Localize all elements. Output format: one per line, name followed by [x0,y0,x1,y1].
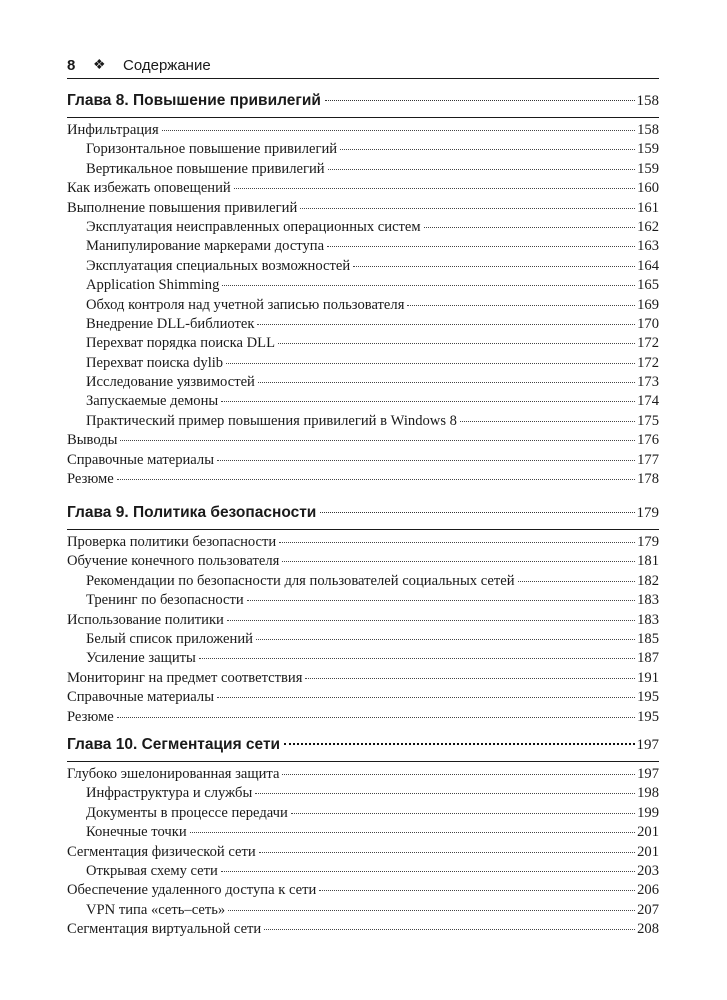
entry-title: Усиление защиты [86,650,196,667]
entry-title: Выполнение повышения привилегий [67,199,298,216]
toc-entry[interactable] [67,141,659,160]
leader-dots [226,363,635,364]
entry-title: Сегментация физической сети [67,843,256,860]
entry-page: 198 [637,785,659,802]
entry-title: Внедрение DLL-библиотек [86,315,255,332]
entry-title: Резюме [67,471,114,488]
header-rule [67,78,659,79]
entry-title: Инфильтрация [67,122,159,138]
entry-title: Рекомендации по безопасности для пользователей социальных сетей [86,572,515,589]
entry-page: 185 [637,630,659,647]
chapter-heading[interactable] [67,504,659,530]
toc-entry[interactable] [67,432,659,451]
toc-entry[interactable] [67,631,659,650]
entry-title: Справочные материалы [67,689,214,706]
entry-title: Эксплуатация неисправленных операционных систем [86,218,421,235]
toc-entry[interactable] [67,882,659,901]
entry-title: Белый список приложений [86,630,253,647]
entry-page: 203 [637,862,659,879]
toc-entry[interactable] [67,393,659,412]
entry-title: Обеспечение удаленного доступа к сети [67,882,317,899]
leader-dots [190,832,635,833]
chapter-title: Глава 9. Политика безопасности [67,504,317,521]
toc-entry[interactable] [67,219,659,238]
toc-entries [67,762,659,941]
toc-entry[interactable] [67,374,659,393]
entry-page: 161 [637,199,659,216]
chapter-heading[interactable] [67,736,659,762]
toc-entry[interactable] [67,413,659,432]
toc-entry[interactable] [67,258,659,277]
leader-dots [120,440,635,441]
toc-entry[interactable] [67,355,659,374]
entry-page: 174 [637,393,659,410]
entry-page: 187 [637,650,659,667]
entry-title: Справочные материалы [67,451,214,468]
leader-dots [407,305,635,306]
leader-dots [221,401,635,402]
leader-dots [256,639,635,640]
entry-title: Манипулирование маркерами доступа [86,238,325,255]
toc-entry[interactable] [67,766,659,785]
entry-page: 178 [637,471,659,488]
entry-title: Выводы [67,432,118,449]
toc-entry[interactable] [67,709,659,728]
leader-dots [117,717,635,718]
leader-dots [228,910,635,911]
entry-page: 164 [637,257,659,274]
entry-title: Эксплуатация специальных возможностей [86,257,351,274]
leader-dots [264,929,635,930]
toc-entry[interactable] [67,650,659,669]
leader-dots [353,266,635,267]
leader-dots [227,620,635,621]
toc-entry[interactable] [67,573,659,592]
entry-page: 176 [637,432,659,449]
entry-page: 175 [637,412,659,429]
toc-entry[interactable] [67,612,659,631]
leader-dots [282,561,635,562]
entry-page: 177 [637,451,659,468]
entry-title: Конечные точки [86,824,187,841]
entry-title: Горизонтальное повышение привилегий [86,141,338,158]
leader-dots [328,169,636,170]
entry-title: Application Shimming [86,277,220,294]
entry-page: 206 [637,882,659,899]
entry-page: 191 [637,669,659,686]
entry-page: 165 [637,277,659,294]
toc-entry[interactable] [67,592,659,611]
entry-page: 162 [637,218,659,235]
entry-title: Перехват порядка поиска DLL [86,335,276,352]
toc-entry[interactable] [67,297,659,316]
leader-dots [325,100,635,101]
toc-entry[interactable] [67,785,659,804]
leader-dots [217,460,635,461]
toc-entry[interactable] [67,921,659,940]
entry-page: 169 [637,296,659,313]
toc-entry[interactable] [67,805,659,824]
toc-entry[interactable] [67,534,659,553]
entry-title: Обход контроля над учетной записью пользователя [86,296,405,313]
leader-dots [279,542,635,543]
entry-title: Как избежать оповещений [67,180,231,197]
toc-entries [67,530,659,728]
leader-dots [258,382,635,383]
entry-title: Проверка политики безопасности [67,534,277,550]
toc-entries [67,118,659,490]
entry-title: Практический пример повышения привилегий в Windows 8 [86,412,457,429]
ornament-icon: ❖ [93,56,106,72]
toc-entry[interactable] [67,238,659,257]
page-number: 8 [67,57,76,74]
chapter-title: Глава 10. Сегментация сети [67,736,281,753]
leader-dots [255,793,635,794]
entry-page: 159 [637,160,659,177]
entry-title: Перехват поиска dylib [86,354,224,371]
chapter-9 [67,504,659,728]
entry-title: Исследование уязвимостей [86,374,255,391]
leader-dots [234,188,635,189]
chapter-8 [67,92,659,490]
leader-dots [284,743,634,745]
leader-dots [460,421,635,422]
entry-page: 158 [637,122,659,138]
toc-entry[interactable] [67,689,659,708]
toc-entry[interactable] [67,277,659,296]
toc-entry[interactable] [67,180,659,199]
entry-page: 201 [637,824,659,841]
entry-page: 159 [637,141,659,158]
leader-dots [300,208,635,209]
toc-entry[interactable] [67,471,659,490]
toc-entry[interactable] [67,670,659,689]
entry-page: 201 [637,843,659,860]
entry-page: 199 [637,804,659,821]
toc-entry[interactable] [67,824,659,843]
entry-title: Использование политики [67,611,224,628]
entry-page: 172 [637,354,659,371]
entry-page: 208 [637,921,659,938]
entry-title: Тренинг по безопасности [86,592,244,609]
toc-entry[interactable] [67,161,659,180]
entry-title: Мониторинг на предмет соответствия [67,669,303,686]
toc-entry[interactable] [67,844,659,863]
running-title: Содержание [123,57,211,74]
leader-dots [221,871,635,872]
leader-dots [162,130,635,131]
leader-dots [282,774,635,775]
toc-entry[interactable] [67,553,659,572]
entry-title: Открывая схему сети [86,862,218,879]
leader-dots [327,246,635,247]
toc-entry[interactable] [67,200,659,219]
chapter-page: 197 [636,737,659,753]
toc-entry[interactable] [67,902,659,921]
leader-dots [305,678,635,679]
chapter-10 [67,736,659,941]
entry-page: 182 [637,572,659,589]
toc-entry[interactable] [67,335,659,354]
leader-dots [247,600,635,601]
entry-page: 197 [637,766,659,782]
entry-page: 163 [637,238,659,255]
leader-dots [340,149,635,150]
chapter-title: Глава 8. Повышение привилегий [67,92,321,109]
entry-title: Резюме [67,708,114,725]
entry-title: Инфраструктура и службы [86,785,253,802]
entry-title: Глубоко эшелонированная защита [67,766,280,782]
chapter-page: 158 [636,93,659,109]
leader-dots [319,890,635,891]
leader-dots [320,512,634,513]
entry-page: 195 [637,708,659,725]
toc-entry[interactable] [67,452,659,471]
entry-title: VPN типа «сеть–сеть» [86,901,226,918]
entry-title: Запускаемые демоны [86,393,219,410]
entry-title: Документы в процессе передачи [86,804,288,821]
leader-dots [257,324,635,325]
entry-page: 179 [637,534,659,550]
entry-title: Вертикальное повышение привилегий [86,160,325,177]
chapter-page: 179 [636,505,659,521]
entry-page: 160 [637,180,659,197]
entry-page: 170 [637,315,659,332]
entry-page: 181 [637,553,659,570]
entry-title: Сегментация виртуальной сети [67,921,262,938]
entry-page: 173 [637,374,659,391]
entry-page: 183 [637,611,659,628]
leader-dots [217,697,635,698]
leader-dots [259,852,635,853]
leader-dots [518,581,636,582]
running-header [67,55,659,77]
entry-page: 183 [637,592,659,609]
leader-dots [278,343,635,344]
entry-page: 195 [637,689,659,706]
entry-title: Обучение конечного пользователя [67,553,280,570]
entry-page: 207 [637,901,659,918]
toc-entry[interactable] [67,863,659,882]
leader-dots [291,813,635,814]
toc-entry[interactable] [67,316,659,335]
chapter-heading[interactable] [67,92,659,118]
leader-dots [117,479,635,480]
leader-dots [199,658,635,659]
leader-dots [222,285,635,286]
leader-dots [424,227,635,228]
entry-page: 172 [637,335,659,352]
toc-entry[interactable] [67,122,659,141]
